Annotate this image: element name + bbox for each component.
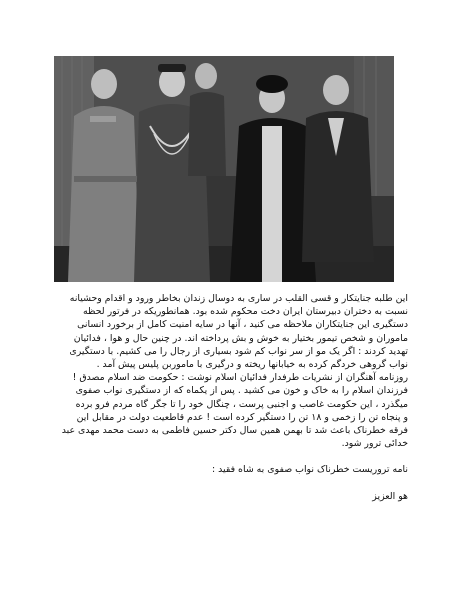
historical-photo [54, 56, 394, 282]
body-line: دستگیری این جنایتکاران ملاحظه می کنید ، آنها در سایه امنیت کامل از برخورد انسانی [77, 319, 408, 331]
letter-heading: نامه تروریست خطرناک نواب صفوی به شاه فقید : [211, 464, 408, 476]
body-line: میگذرد ، این حکومت غاصب و اجنبی پرست ، چنگال خود را تا جگر گاه مردم فرو برده [75, 398, 408, 410]
body-text [58, 292, 408, 503]
body-line: ماموران و شخص تیمور بختیار به خوش و بش پرداخته اند. در چنین حال و هوا ، فدائیان [73, 332, 408, 344]
body-line: فرزندان اسلام را به خاک و خون می کشید . پس از یکماه که از دستگیری نواب صفوی [75, 385, 408, 397]
photo-illustration-icon [54, 56, 394, 282]
body-line: و پنجاه تن را زخمی و ۱۸ تن را دستگیر کرده است ! عدم قاطعیت دولت در مقابل این [76, 411, 408, 423]
body-line: فرقه خطرناک باعث شد تا بهمن همین سال دکتر حسین فاطمی به دست محمد مهدی عبد [61, 425, 408, 437]
body-line: نواب گروهی خردگم کرده به خیابانها ریخته و درگیری با ماموربن پلیس پیش آمد . [96, 359, 408, 371]
body-line: این طلبه جنایتکار و قسی القلب در ساری به دوسال زندان بخاطر ورود و اقدام وحشیانه [69, 293, 408, 304]
salutation: هو العزیز [372, 490, 408, 502]
body-line: روزنامه آهنگران از نشریات طرفدار فدائیان اسلام نوشت : حکومت ضد اسلام مصدق ! [72, 372, 408, 384]
body-line: خدائی ترور شود. [341, 438, 408, 450]
body-line: تهدید کردند : اگر یک مو از سر نواب کم شود بسیاری از رجال را می کشیم. با دستگیری [69, 345, 408, 357]
body-line: نسبت به دختران دبیرستان ایران دخت محکوم شده بود. همانطوریکه در فرتور لحظه [83, 306, 408, 318]
